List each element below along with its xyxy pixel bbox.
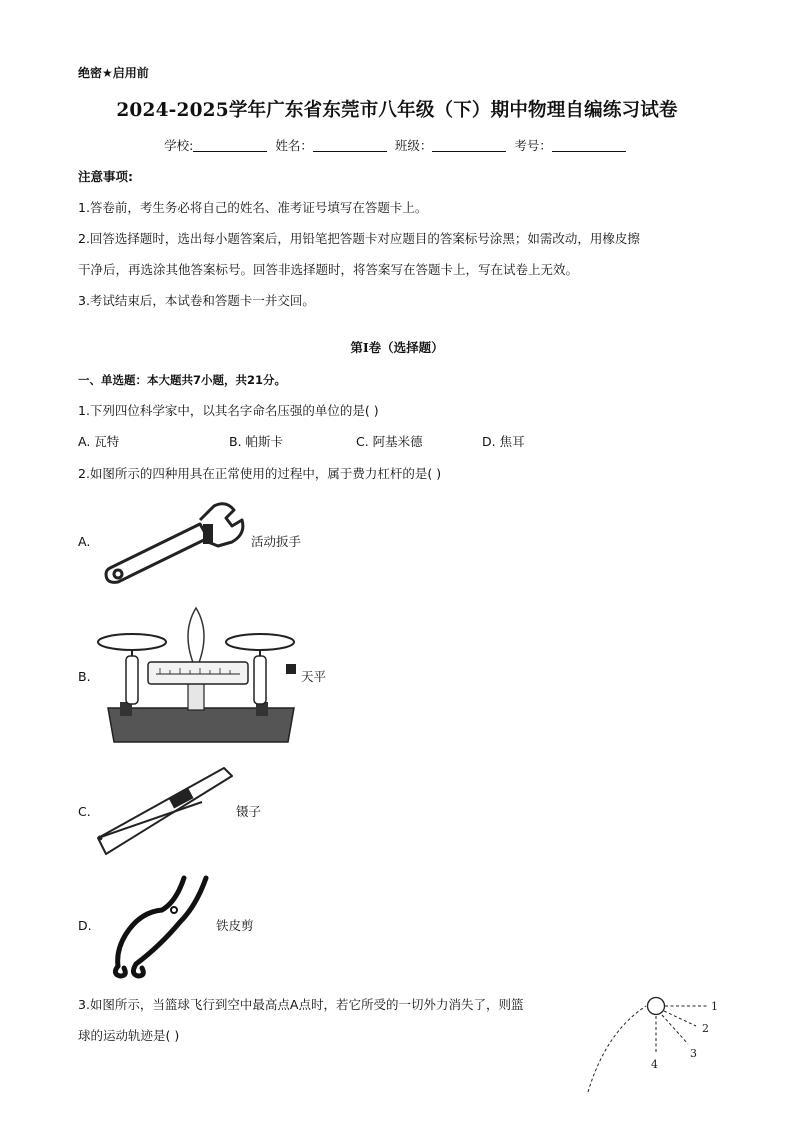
q2-option-a-label: 活动扳手 xyxy=(251,534,302,549)
tweezers-icon xyxy=(90,762,240,862)
q1-option-d[interactable]: D. 焦耳 xyxy=(482,434,525,449)
notice-item-2: 2.回答选择题时，选出每小题答案后，用铅笔把答题卡对应题目的答案标号涂黑；如需改动，用橡皮擦 xyxy=(78,231,640,246)
q2-stem: 2.如图所示的四种用具在正常使用的过程中，属于费力杠杆的是( ) xyxy=(78,466,442,481)
q2-option-c-label: 镊子 xyxy=(236,804,262,819)
path-label-2: 2 xyxy=(702,1022,709,1035)
q2-option-c-letter[interactable]: C. xyxy=(78,804,91,819)
volume-title: 第I卷（选择题） xyxy=(350,340,444,355)
basketball-trajectory-diagram xyxy=(580,992,730,1096)
class-blank[interactable] xyxy=(432,139,506,152)
path-3-line xyxy=(662,1015,688,1044)
q1-stem: 1.下列四位科学家中，以其名字命名压强的单位的是( ) xyxy=(78,403,379,418)
incoming-trajectory xyxy=(588,1006,646,1092)
notice-item-3: 3.考试结束后，本试卷和答题卡一并交回。 xyxy=(78,293,315,308)
confidential-label: 绝密★启用前 xyxy=(78,66,149,80)
path-label-4: 4 xyxy=(651,1058,658,1071)
q3-stem-line2: 球的运动轨迹是( ) xyxy=(78,1028,180,1043)
notice-heading: 注意事项: xyxy=(78,169,133,184)
name-blank[interactable] xyxy=(313,139,387,152)
notice-item-2-cont: 干净后，再选涂其他答案标号。回答非选择题时，将答案写在答题卡上，写在试卷上无效。 xyxy=(78,262,579,277)
q2-option-d-letter[interactable]: D. xyxy=(78,918,92,933)
exam-number-blank[interactable] xyxy=(552,139,626,152)
q2-option-a-letter[interactable]: A. xyxy=(78,534,91,549)
exam-number-field-label: 考号： xyxy=(514,138,552,153)
notice-item-1: 1.答卷前，考生务必将自己的姓名、准考证号填写在答题卡上。 xyxy=(78,200,428,215)
student-info-row xyxy=(0,136,794,154)
part-title: 一、单选题：本大题共7小题，共21分。 xyxy=(78,373,287,387)
q3-stem-line1: 3.如图所示，当篮球飞行到空中最高点A点时，若它所受的一切外力消失了，则篮 xyxy=(78,997,524,1012)
q2-option-b-letter[interactable]: B. xyxy=(78,669,91,684)
basketball-icon xyxy=(648,998,665,1015)
q2-option-b-label: 天平 xyxy=(301,669,327,684)
path-2-line xyxy=(664,1011,696,1026)
q2-option-d-label: 铁皮剪 xyxy=(216,918,254,933)
q1-option-b[interactable]: B. 帕斯卡 xyxy=(229,434,284,449)
tin-snips-icon xyxy=(100,872,212,980)
school-field-label: 学校: xyxy=(164,138,194,153)
q1-option-a[interactable]: A. 瓦特 xyxy=(78,434,120,449)
q1-option-c[interactable]: C. 阿基米德 xyxy=(356,434,423,449)
exam-title: 2024-2025学年广东省东莞市八年级（下）期中物理自编练习试卷 xyxy=(116,100,678,121)
name-field-label: 姓名： xyxy=(275,138,313,153)
school-blank[interactable] xyxy=(193,139,267,152)
class-field-label: 班级： xyxy=(394,138,433,153)
wrench-icon xyxy=(100,496,250,586)
balance-icon xyxy=(96,604,306,748)
path-label-3: 3 xyxy=(690,1047,697,1060)
path-label-1: 1 xyxy=(711,1000,718,1013)
